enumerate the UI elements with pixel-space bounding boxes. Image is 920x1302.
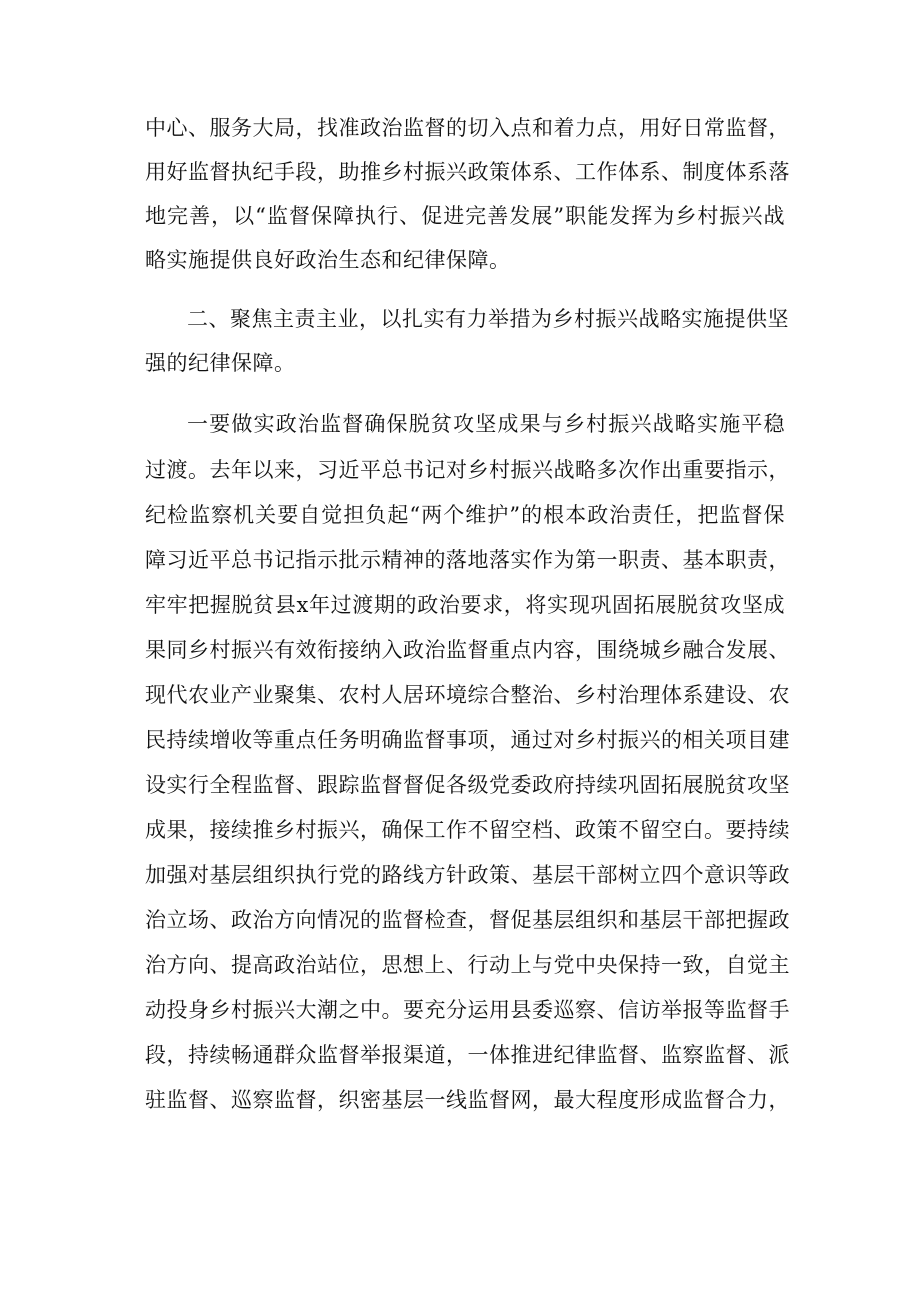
paragraph-line: 现代农业产业聚集、农村人居环境综合整治、乡村治理体系建设、农 — [145, 683, 790, 707]
paragraph-line: 治立场、政治方向情况的监督检查，督促基层组织和基层干部把握政 — [145, 908, 790, 932]
paragraph-line: 段，持续畅通群众监督举报渠道，一体推进纪律监督、监察监督、派 — [145, 1043, 790, 1067]
paragraph-line: 一要做实政治监督确保脱贫攻坚成果与乡村振兴战略实施平稳 — [187, 412, 785, 436]
paragraph-line: 加强对基层组织执行党的路线方针政策、基层干部树立四个意识等政 — [145, 863, 790, 887]
paragraph-line: 中心、服务大局，找准政治监督的切入点和着力点，用好日常监督， — [145, 116, 790, 140]
paragraph-line: 驻监督、巡察监督，织密基层一线监督网，最大程度形成监督合力， — [145, 1088, 790, 1112]
paragraph-line: 地完善，以“监督保障执行、促进完善发展”职能发挥为乡村振兴战 — [145, 204, 785, 228]
section-heading-line: 二、聚焦主责主业，以扎实有力举措为乡村振兴战略实施提供坚 — [187, 307, 789, 331]
paragraph-line: 牢牢把握脱贫县x年过渡期的政治要求，将实现巩固拓展脱贫攻坚成 — [145, 593, 785, 617]
paragraph-line: 纪检监察机关要自觉担负起“两个维护”的根本政治责任，把监督保 — [145, 503, 785, 527]
paragraph-line: 果同乡村振兴有效衔接纳入政治监督重点内容，围绕城乡融合发展、 — [145, 638, 790, 662]
paragraph-line: 用好监督执纪手段，助推乡村振兴政策体系、工作体系、制度体系落 — [145, 160, 790, 184]
paragraph-line: 设实行全程监督、跟踪监督督促各级党委政府持续巩固拓展脱贫攻坚 — [145, 773, 790, 797]
section-heading-line: 强的纪律保障。 — [145, 351, 296, 375]
paragraph-line: 略实施提供良好政治生态和纪律保障。 — [145, 248, 511, 272]
paragraph-line: 障习近平总书记指示批示精神的落地落实作为第一职责、基本职责， — [145, 548, 790, 572]
paragraph-line: 治方向、提高政治站位，思想上、行动上与党中央保持一致，自觉主 — [145, 953, 790, 977]
paragraph-line: 成果，接续推乡村振兴，确保工作不留空档、政策不留空白。要持续 — [145, 818, 790, 842]
paragraph-line: 民持续增收等重点任务明确监督事项，通过对乡村振兴的相关项目建 — [145, 728, 790, 752]
paragraph-line: 动投身乡村振兴大潮之中。要充分运用县委巡察、信访举报等监督手 — [145, 998, 790, 1022]
paragraph-line: 过渡。去年以来，习近平总书记对乡村振兴战略多次作出重要指示， — [145, 458, 790, 482]
